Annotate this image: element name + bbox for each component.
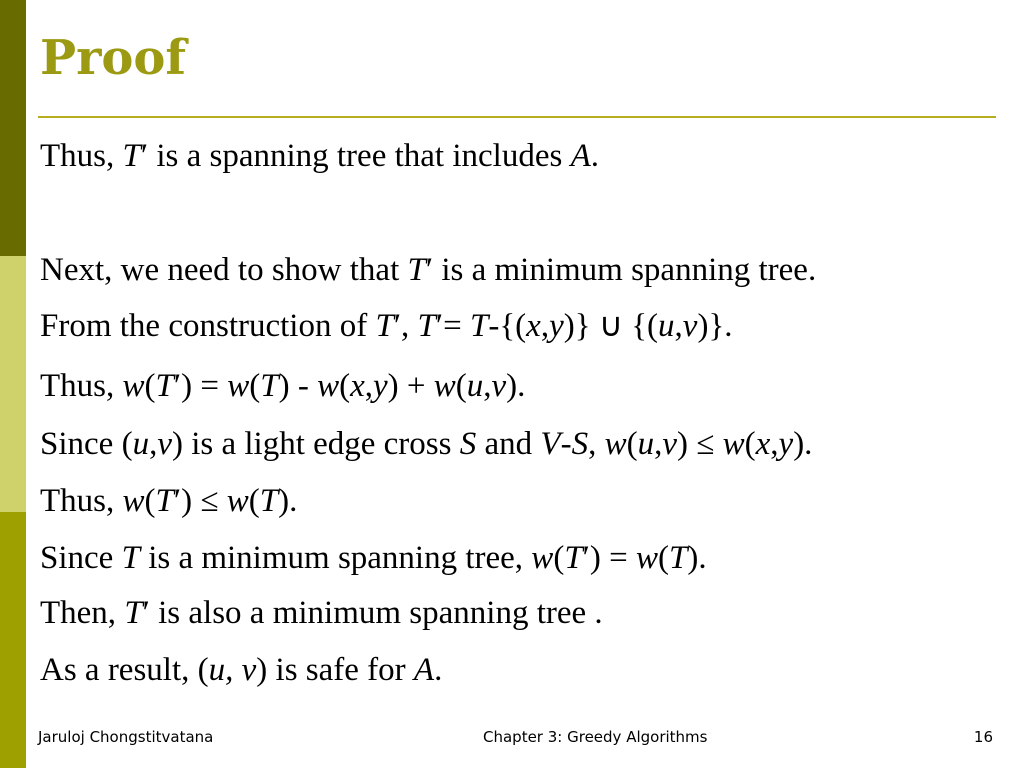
footer-author: Jaruloj Chongstitvatana <box>38 728 214 746</box>
body-line-5: Since (u,v) is a light edge cross S and V-S, w(u,v) ≤ w(x,y). <box>40 426 813 462</box>
footer-chapter: Chapter 3: Greedy Algorithms <box>483 728 708 746</box>
body-line-9: As a result, (u, v) is safe for A. <box>40 652 443 688</box>
slide-title: Proof <box>40 30 187 86</box>
sidebar-band-top <box>0 0 26 256</box>
sidebar-band-middle <box>0 256 26 512</box>
footer-page-number: 16 <box>973 728 993 746</box>
body-line-8: Then, T′ is also a minimum spanning tree . <box>40 595 603 631</box>
body-line-2: Next, we need to show that T′ is a minimum spanning tree. <box>40 252 817 288</box>
body-line-6: Thus, w(T′) ≤ w(T). <box>40 483 298 519</box>
sidebar-band-bottom <box>0 512 26 768</box>
body-line-1: Thus, T′ is a spanning tree that includes A. <box>40 138 599 174</box>
title-underline <box>38 116 996 118</box>
sidebar-decoration <box>0 0 26 768</box>
body-line-4: Thus, w(T′) = w(T) - w(x,y) + w(u,v). <box>40 368 526 404</box>
body-line-3: From the construction of T′, T′= T-{(x,y)} ∪ {(u,v)}. <box>40 308 733 344</box>
body-line-7: Since T is a minimum spanning tree, w(T′) = w(T). <box>40 540 707 576</box>
